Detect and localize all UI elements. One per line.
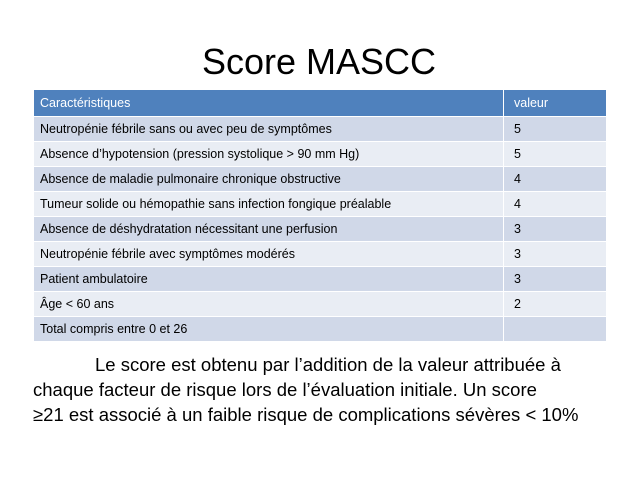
paragraph-line-2: chaque facteur de risque lors de l’évaluation initiale. Un score	[33, 379, 537, 400]
row-feature: Tumeur solide ou hémopathie sans infection fongique préalable	[34, 192, 504, 217]
row-value: 3	[504, 267, 607, 292]
row-feature: Neutropénie fébrile sans ou avec peu de symptômes	[34, 117, 504, 142]
paragraph-line	[33, 352, 608, 377]
table-total-row	[34, 317, 607, 342]
paragraph-line-3: ≥21 est associé à un faible risque de complications sévères < 10%	[33, 404, 579, 425]
row-value: 4	[504, 192, 607, 217]
row-value: 5	[504, 142, 607, 167]
page-title: Score MASCC	[201, 41, 437, 82]
mascc-score-table	[33, 89, 607, 342]
table-row	[34, 217, 607, 242]
table-row	[34, 142, 607, 167]
table-row	[34, 192, 607, 217]
row-value: 3	[504, 242, 607, 267]
row-feature: Patient ambulatoire	[34, 267, 504, 292]
row-value: 2	[504, 292, 607, 317]
explanation-paragraph	[33, 352, 608, 427]
row-feature: Absence de déshydratation nécessitant une perfusion	[34, 217, 504, 242]
row-feature: Absence de maladie pulmonaire chronique obstructive	[34, 167, 504, 192]
table-row	[34, 267, 607, 292]
row-feature: Absence d’hypotension (pression systolique > 90 mm Hg)	[34, 142, 504, 167]
table-row	[34, 167, 607, 192]
table-header-row	[34, 90, 607, 117]
row-value: 3	[504, 217, 607, 242]
total-label: Total compris entre 0 et 26	[34, 317, 504, 342]
total-value-empty	[504, 317, 607, 342]
table-row	[34, 242, 607, 267]
header-feature: Caractéristiques	[34, 90, 504, 117]
table-row	[34, 292, 607, 317]
row-value: 5	[504, 117, 607, 142]
row-feature: Neutropénie fébrile avec symptômes modérés	[34, 242, 504, 267]
paragraph-line-1: Le score est obtenu par l’addition de la valeur attribuée à	[95, 354, 561, 375]
row-value: 4	[504, 167, 607, 192]
table-row	[34, 117, 607, 142]
row-feature: Âge < 60 ans	[34, 292, 504, 317]
header-value: valeur	[504, 90, 607, 117]
